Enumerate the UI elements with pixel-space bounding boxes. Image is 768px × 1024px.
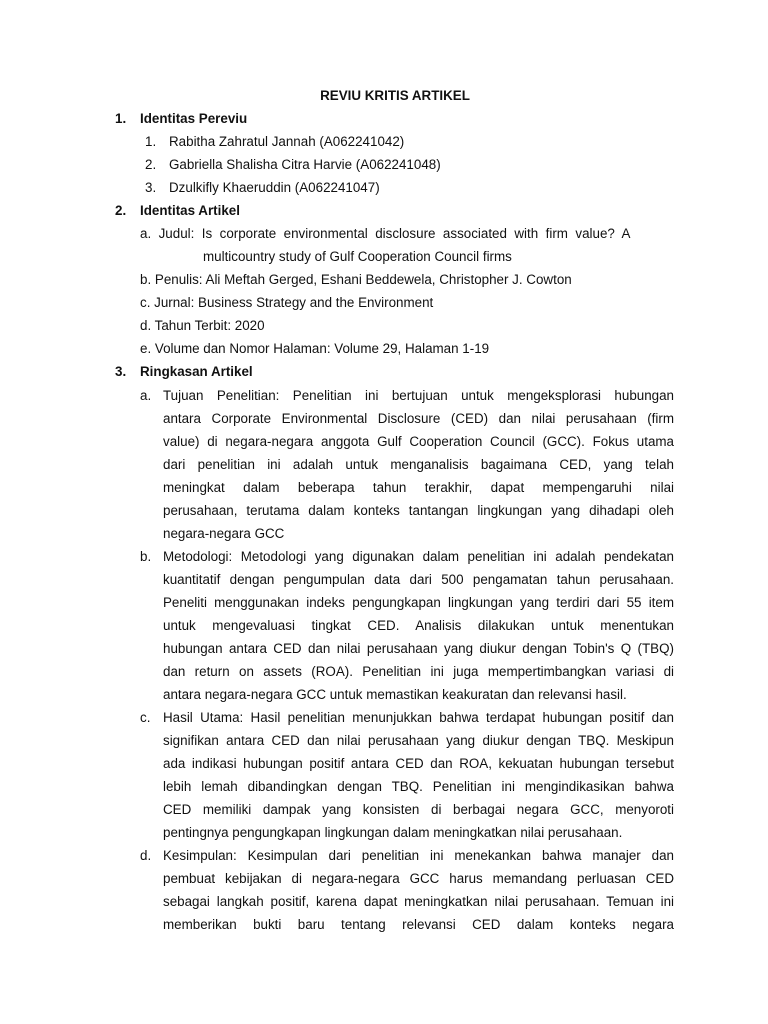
paragraph-line: antara Corporate Environmental Disclosure (CED) dan nilai perusahaan (firm xyxy=(163,411,674,426)
paragraph-line: pembuat kebijakan di negara-negara GCC harus memandang perluasan CED xyxy=(163,871,674,886)
paragraph-line: Hasil Utama: Hasil penelitian menunjukkan bahwa terdapat hubungan positif dan xyxy=(163,710,674,725)
paragraph-letter: c. xyxy=(140,710,151,725)
section-heading-identitas-pereviu: Identitas Pereviu xyxy=(140,111,248,126)
document-title: REVIU KRITIS ARTIKEL xyxy=(320,88,470,103)
article-title-line: multicountry study of Gulf Cooperation Council firms xyxy=(203,249,512,264)
reviewer-name: Dzulkifly Khaeruddin (A062241047) xyxy=(169,180,380,195)
paragraph-line: pentingnya pengungkapan lingkungan dalam meningkatkan nilai perusahaan. xyxy=(163,825,623,840)
paragraph-line: lebih lemah dibandingkan dengan TBQ. Penelitian ini mengindikasikan bahwa xyxy=(163,779,674,794)
paragraph-line: antara negara-negara GCC untuk memastikan keakuratan dan relevansi hasil. xyxy=(163,687,627,702)
paragraph-line: Metodologi: Metodologi yang digunakan dalam penelitian ini adalah pendekatan xyxy=(163,549,674,564)
section-heading-ringkasan-artikel: Ringkasan Artikel xyxy=(140,364,253,379)
paragraph-line: perusahaan, terutama dalam konteks tantangan lingkungan yang dihadapi oleh xyxy=(163,503,674,518)
paragraph-line: ada indikasi hubungan positif antara CED dan ROA, kekuatan hubungan tersebut xyxy=(163,756,674,771)
reviewer-name: Rabitha Zahratul Jannah (A062241042) xyxy=(169,134,405,149)
article-journal: c. Jurnal: Business Strategy and the Environment xyxy=(140,295,434,310)
paragraph-line: dari penelitian ini adalah untuk menganalisis bagaimana CED, yang telah xyxy=(163,457,674,472)
list-number: 2. xyxy=(145,157,157,172)
paragraph-line: signifikan antara CED dan nilai perusahaan yang diukur dengan TBQ. Meskipun xyxy=(163,733,674,748)
paragraph-line: value) di negara-negara anggota Gulf Cooperation Council (GCC). Fokus utama xyxy=(163,434,674,449)
article-authors: b. Penulis: Ali Meftah Gerged, Eshani Beddewela, Christopher J. Cowton xyxy=(140,272,572,287)
paragraph-line: dan return on assets (ROA). Penelitian ini juga mempertimbangkan variasi di xyxy=(163,664,674,679)
paragraph-letter: b. xyxy=(140,549,152,564)
paragraph-line: negara-negara GCC xyxy=(163,526,285,541)
paragraph-line: meningkat dalam beberapa tahun terakhir, dapat mempengaruhi nilai xyxy=(163,480,674,495)
paragraph-line: memberikan bukti baru tentang relevansi CED dalam konteks negara xyxy=(163,917,674,932)
paragraph-line: sebagai langkah positif, karena dapat meningkatkan nilai perusahaan. Temuan ini xyxy=(163,894,674,909)
article-year: d. Tahun Terbit: 2020 xyxy=(140,318,265,333)
section-number: 3. xyxy=(115,364,127,379)
article-volume: e. Volume dan Nomor Halaman: Volume 29, Halaman 1-19 xyxy=(140,341,490,356)
section-heading-identitas-artikel: Identitas Artikel xyxy=(140,203,240,218)
paragraph-line: kuantitatif dengan pengumpulan data dari 500 pengamatan tahun perusahaan. xyxy=(163,572,674,587)
section-number: 2. xyxy=(115,203,127,218)
paragraph-letter: d. xyxy=(140,848,152,863)
list-number: 3. xyxy=(145,180,157,195)
paragraph-line: Peneliti menggunakan indeks pengungkapan lingkungan yang terdiri dari 55 item xyxy=(163,595,674,610)
reviewer-name: Gabriella Shalisha Citra Harvie (A062241048) xyxy=(169,157,441,172)
paragraph-line: Tujuan Penelitian: Penelitian ini bertujuan untuk mengeksplorasi hubungan xyxy=(163,388,674,403)
section-number: 1. xyxy=(115,111,127,126)
paragraph-letter: a. xyxy=(140,388,152,403)
paragraph-line: hubungan antara CED dan nilai perusahaan yang diukur dengan Tobin's Q (TBQ) xyxy=(163,641,674,656)
article-title-line: a. Judul: Is corporate environmental disclosure associated with firm value? A xyxy=(140,226,631,241)
list-number: 1. xyxy=(145,134,157,149)
paragraph-line: Kesimpulan: Kesimpulan dari penelitian ini menekankan bahwa manajer dan xyxy=(163,848,674,863)
paragraph-line: CED memiliki dampak yang konsisten di berbagai negara GCC, menyoroti xyxy=(163,802,674,817)
paragraph-line: untuk mengevaluasi tingkat CED. Analisis dilakukan untuk menentukan xyxy=(163,618,674,633)
